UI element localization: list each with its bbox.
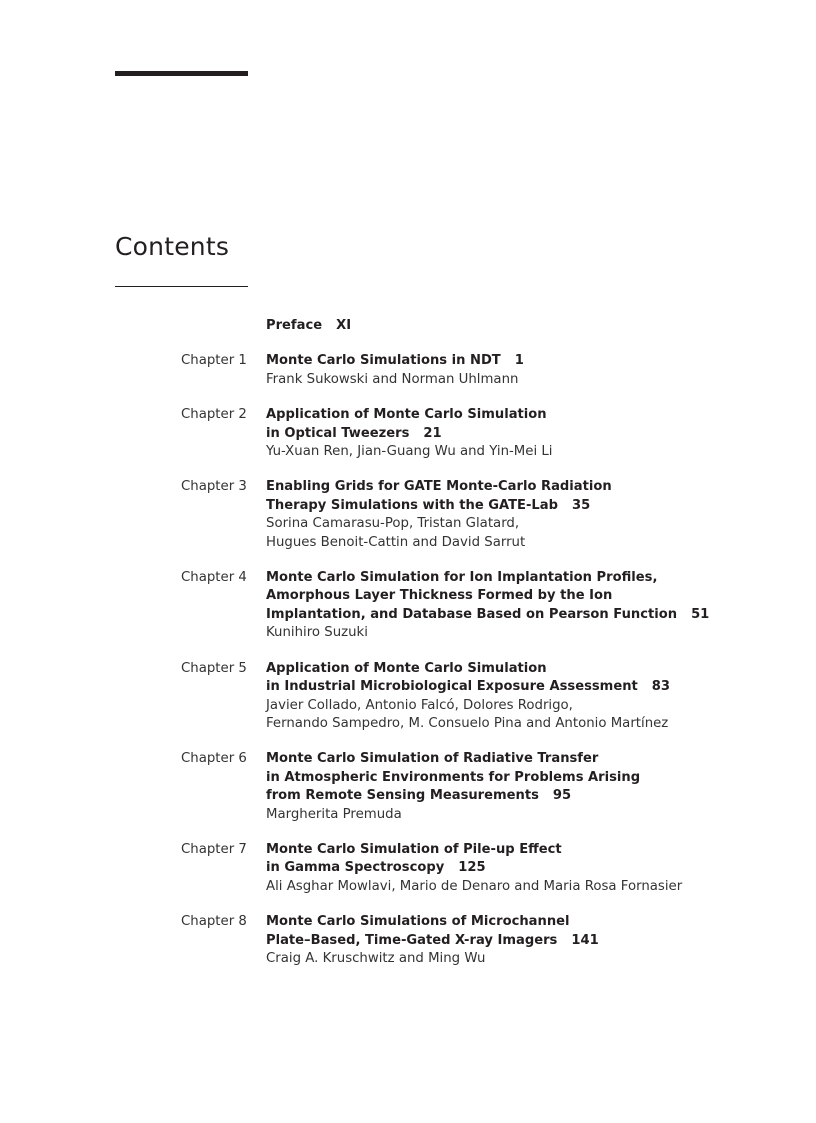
toc-entry-chapter-7[interactable] — [0, 841, 816, 896]
chapter-authors: Yu-Xuan Ren, Jian-Guang Wu and Yin-Mei Li — [266, 444, 553, 460]
chapter-title-line[interactable]: Monte Carlo Simulation for Ion Implantation Profiles, — [266, 570, 658, 586]
chapter-authors: Craig A. Kruschwitz and Ming Wu — [266, 950, 486, 966]
chapter-title-line[interactable]: Monte Carlo Simulations in NDT — [266, 353, 501, 369]
preface-page: XI — [336, 318, 352, 333]
toc-entry-chapter-5[interactable] — [0, 660, 816, 734]
chapter-label: Chapter 4 — [181, 570, 247, 586]
chapter-authors: Kunihiro Suzuki — [266, 625, 368, 641]
chapter-page-number: 51 — [691, 606, 710, 622]
chapter-title-line[interactable]: Monte Carlo Simulations of Microchannel — [266, 914, 570, 930]
chapter-title-line[interactable]: Amorphous Layer Thickness Formed by the Ion — [266, 588, 613, 604]
chapter-authors: Margherita Premuda — [266, 806, 402, 822]
chapter-title-line[interactable]: Plate–Based, Time-Gated X-ray Imagers — [266, 932, 558, 948]
toc-entry-chapter-6[interactable] — [0, 750, 816, 824]
chapter-page-number: 21 — [423, 425, 442, 441]
chapter-label: Chapter 1 — [181, 353, 247, 369]
chapter-title-line[interactable]: Implantation, and Database Based on Pearson Function — [266, 606, 678, 622]
chapter-label: Chapter 8 — [181, 914, 247, 930]
chapter-title-line[interactable]: Monte Carlo Simulation of Pile-up Effect — [266, 841, 562, 857]
top-rule — [115, 71, 248, 76]
table-of-contents — [0, 317, 816, 985]
chapter-title-line[interactable]: in Gamma Spectroscopy — [266, 860, 445, 876]
chapter-title-line[interactable]: Application of Monte Carlo Simulation — [266, 660, 547, 676]
chapter-title-line[interactable]: Enabling Grids for GATE Monte-Carlo Radiation — [266, 479, 612, 495]
chapter-title-line[interactable]: in Atmospheric Environments for Problems Arising — [266, 769, 641, 785]
chapter-page-number: 125 — [458, 860, 486, 876]
chapter-authors: Fernando Sampedro, M. Consuelo Pina and Antonio Martínez — [266, 715, 669, 731]
chapter-authors: Sorina Camarasu-Pop, Tristan Glatard, — [266, 516, 520, 532]
toc-entry-chapter-2[interactable] — [0, 406, 816, 461]
chapter-title-line[interactable]: from Remote Sensing Measurements — [266, 788, 539, 804]
chapter-title-line[interactable]: in Optical Tweezers — [266, 425, 410, 441]
chapter-page-number: 141 — [571, 932, 599, 948]
chapter-authors: Frank Sukowski and Norman Uhlmann — [266, 371, 519, 387]
chapter-label: Chapter 7 — [181, 841, 247, 857]
chapter-authors: Ali Asghar Mowlavi, Mario de Denaro and Maria Rosa Fornasier — [266, 878, 683, 894]
toc-entry-chapter-1[interactable] — [0, 352, 816, 389]
chapter-page-number: 35 — [572, 497, 591, 513]
toc-entry-preface[interactable] — [0, 317, 816, 335]
chapter-list — [0, 352, 816, 968]
chapter-page-number: 95 — [552, 788, 572, 804]
chapter-title-line[interactable]: Therapy Simulations with the GATE-Lab — [266, 497, 558, 513]
chapter-page-number: 83 — [651, 679, 671, 695]
chapter-authors: Hugues Benoit-Cattin and David Sarrut — [266, 534, 526, 550]
toc-entry-chapter-4[interactable] — [0, 569, 816, 643]
chapter-title-line[interactable]: Application of Monte Carlo Simulation — [266, 407, 547, 423]
chapter-label: Chapter 5 — [181, 660, 247, 676]
title-rule — [115, 286, 248, 287]
page-title: Contents — [115, 232, 230, 261]
toc-entry-chapter-3[interactable] — [0, 478, 816, 552]
preface-title[interactable]: Preface — [266, 318, 323, 333]
chapter-title-line[interactable]: Monte Carlo Simulation of Radiative Transfer — [266, 751, 599, 767]
chapter-label: Chapter 2 — [181, 407, 247, 423]
chapter-label: Chapter 6 — [181, 751, 247, 767]
chapter-label: Chapter 3 — [181, 479, 247, 495]
chapter-title-line[interactable]: in Industrial Microbiological Exposure Assessment — [266, 679, 638, 695]
chapter-page-number: 1 — [514, 353, 524, 369]
chapter-authors: Javier Collado, Antonio Falcó, Dolores Rodrigo, — [266, 697, 573, 713]
toc-entry-chapter-8[interactable] — [0, 913, 816, 968]
